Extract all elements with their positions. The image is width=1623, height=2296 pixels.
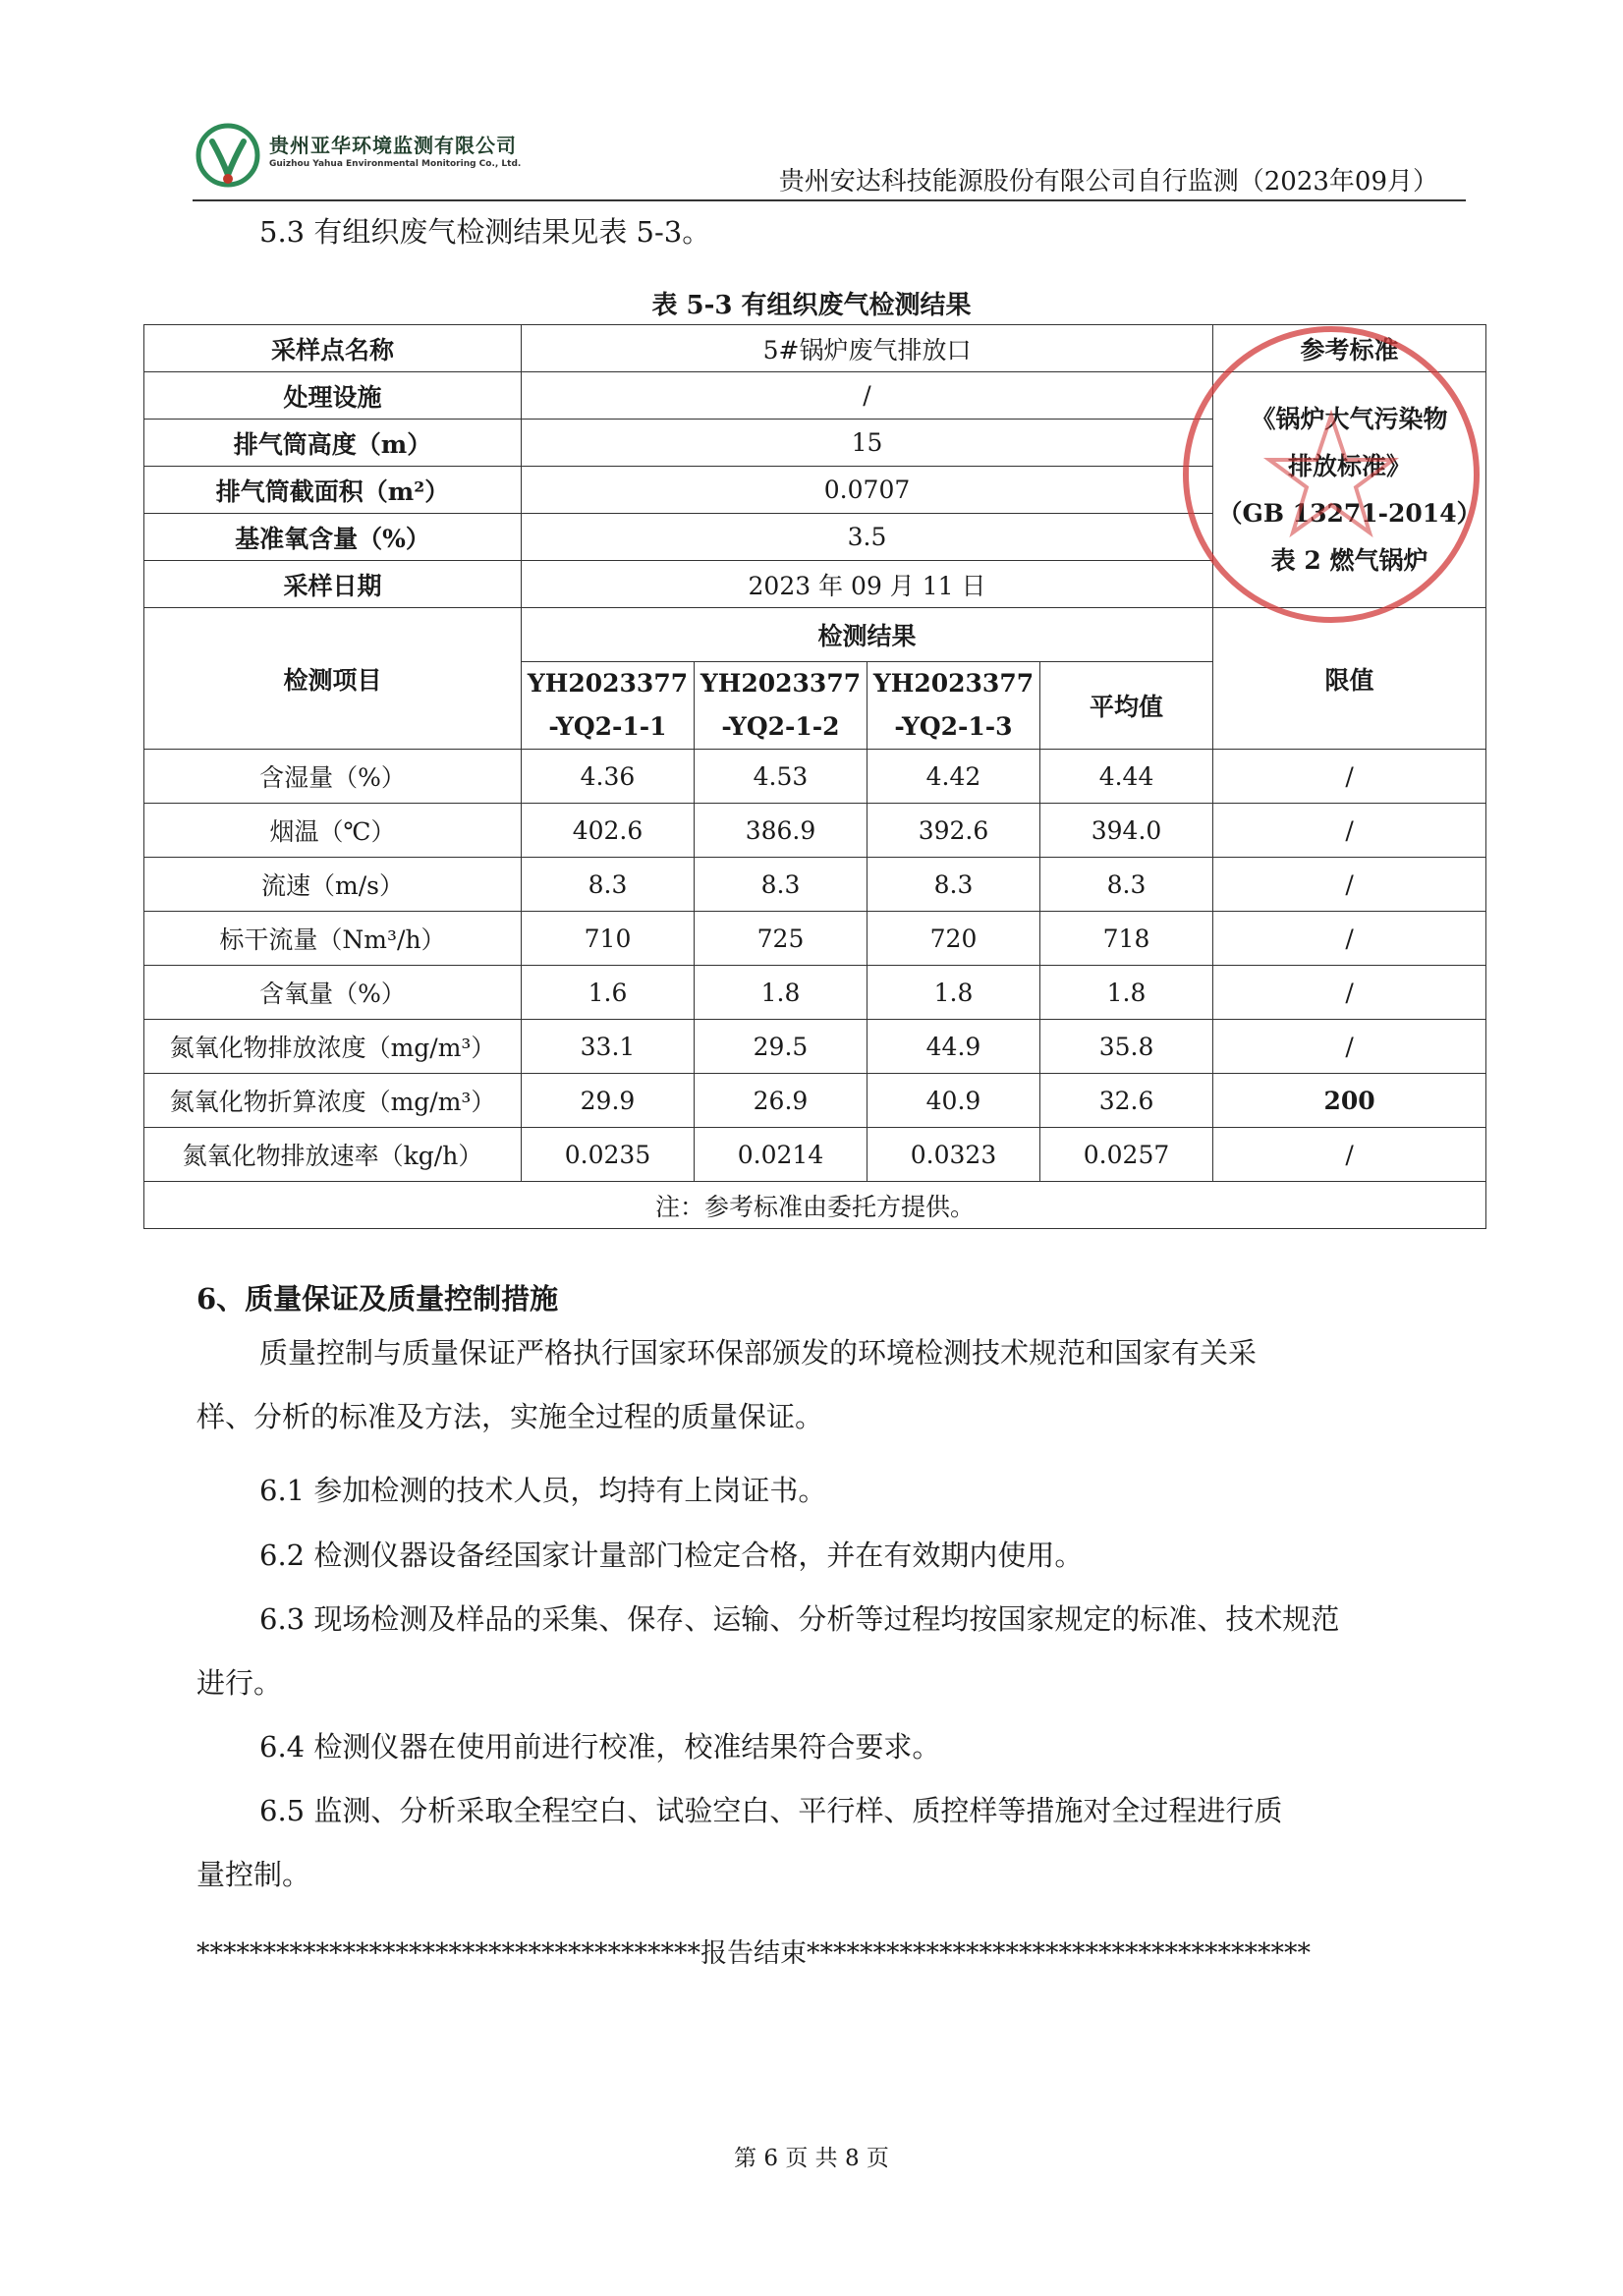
info-value: / <box>522 372 1213 420</box>
item-name: 烟温（℃） <box>144 804 522 858</box>
list-item: 6.1 参加检测的技术人员，均持有上岗证书。 <box>259 1474 827 1507</box>
sample-code: YH2023377 -YQ2-1-2 <box>695 662 867 750</box>
info-label: 基准氧含量（%） <box>144 514 522 561</box>
value-cell: 29.5 <box>695 1020 867 1074</box>
page-number: 第 6 页 共 8 页 <box>734 2146 889 2171</box>
average-cell: 4.44 <box>1040 750 1213 804</box>
item-name: 含湿量（%） <box>144 750 522 804</box>
info-row <box>144 372 1486 420</box>
info-value: 2023 年 09 月 11 日 <box>522 561 1213 608</box>
value-cell: 8.3 <box>867 858 1040 912</box>
limit-cell: / <box>1213 858 1486 912</box>
average-cell: 8.3 <box>1040 858 1213 912</box>
info-value: 5#锅炉废气排放口 <box>522 325 1213 372</box>
list-item: 6.2 检测仪器设备经国家计量部门检定合格，并在有效期内使用。 <box>259 1539 1084 1572</box>
logo-emblem-icon <box>193 120 263 191</box>
list-item: 6.5 监测、分析采取全程空白、试验空白、平行样、质控样等措施对全过程进行质 <box>259 1794 1283 1827</box>
limit-cell: / <box>1213 1020 1486 1074</box>
results-table <box>143 324 1486 1229</box>
company-name-en: Guizhou Yahua Environmental Monitoring Co., Ltd. <box>269 159 522 169</box>
reference-line: 表 2 燃气锅炉 <box>1270 545 1428 575</box>
average-cell: 0.0257 <box>1040 1128 1213 1182</box>
value-cell: 26.9 <box>695 1074 867 1128</box>
list-item: 6.3 现场检测及样品的采集、保存、运输、分析等过程均按国家规定的标准、技术规范 <box>259 1602 1340 1636</box>
info-value: 0.0707 <box>522 467 1213 514</box>
sample-code: YH2023377 -YQ2-1-3 <box>867 662 1040 750</box>
table-row <box>144 858 1486 912</box>
value-cell: 1.6 <box>522 966 695 1020</box>
reference-line: 排放标准》 <box>1288 451 1412 480</box>
average-cell: 718 <box>1040 912 1213 966</box>
header-divider <box>193 199 1466 201</box>
report-end-marker: **************************************报告结束************************************** <box>196 1938 1311 1969</box>
value-cell: 40.9 <box>867 1074 1040 1128</box>
reference-header: 参考标准 <box>1213 325 1486 372</box>
item-name: 氮氧化物折算浓度（mg/m³） <box>144 1074 522 1128</box>
info-label: 处理设施 <box>144 372 522 420</box>
intro-text: 5.3 有组织废气检测结果见表 5-3。 <box>259 215 711 249</box>
value-cell: 4.36 <box>522 750 695 804</box>
paragraph-line: 质量控制与质量保证严格执行国家环保部颁发的环境检测技术规范和国家有关采 <box>259 1336 1258 1370</box>
value-cell: 1.8 <box>867 966 1040 1020</box>
value-cell: 725 <box>695 912 867 966</box>
item-name: 流速（m/s） <box>144 858 522 912</box>
table-row <box>144 1128 1486 1182</box>
company-name-cn: 贵州亚华环境监测有限公司 <box>269 134 517 157</box>
value-cell: 44.9 <box>867 1020 1040 1074</box>
note-row <box>144 1182 1486 1229</box>
value-cell: 33.1 <box>522 1020 695 1074</box>
info-label: 排气筒截面积（m²） <box>144 467 522 514</box>
value-cell: 1.8 <box>695 966 867 1020</box>
limit-cell: / <box>1213 804 1486 858</box>
limit-header: 限值 <box>1213 608 1486 750</box>
paragraph-line: 量控制。 <box>196 1858 311 1891</box>
info-label: 排气筒高度（m） <box>144 420 522 467</box>
value-cell: 720 <box>867 912 1040 966</box>
item-header: 检测项目 <box>144 608 522 750</box>
item-name: 含氧量（%） <box>144 966 522 1020</box>
value-cell: 8.3 <box>522 858 695 912</box>
average-cell: 32.6 <box>1040 1074 1213 1128</box>
result-header-row <box>144 608 1486 662</box>
limit-cell: 200 <box>1213 1074 1486 1128</box>
reference-line: 《锅炉大气污染物 <box>1251 404 1448 433</box>
table-row <box>144 912 1486 966</box>
limit-cell: / <box>1213 966 1486 1020</box>
item-name: 氮氧化物排放浓度（mg/m³） <box>144 1020 522 1074</box>
average-cell: 394.0 <box>1040 804 1213 858</box>
table-row <box>144 1020 1486 1074</box>
info-label: 采样日期 <box>144 561 522 608</box>
value-cell: 0.0214 <box>695 1128 867 1182</box>
result-header: 检测结果 <box>522 608 1213 662</box>
sample-code: YH2023377 -YQ2-1-1 <box>522 662 695 750</box>
average-header: 平均值 <box>1040 662 1213 750</box>
table-row <box>144 966 1486 1020</box>
value-cell: 402.6 <box>522 804 695 858</box>
value-cell: 0.0323 <box>867 1128 1040 1182</box>
value-cell: 392.6 <box>867 804 1040 858</box>
table-caption: 表 5-3 有组织废气检测结果 <box>651 291 972 320</box>
item-name: 氮氧化物排放速率（kg/h） <box>144 1128 522 1182</box>
info-value: 15 <box>522 420 1213 467</box>
table-row <box>144 750 1486 804</box>
value-cell: 0.0235 <box>522 1128 695 1182</box>
info-label: 采样点名称 <box>144 325 522 372</box>
item-name: 标干流量（Nm³/h） <box>144 912 522 966</box>
average-cell: 1.8 <box>1040 966 1213 1020</box>
value-cell: 29.9 <box>522 1074 695 1128</box>
reference-standard <box>1213 372 1486 608</box>
value-cell: 4.53 <box>695 750 867 804</box>
list-item: 6.4 检测仪器在使用前进行校准，校准结果符合要求。 <box>259 1730 941 1764</box>
limit-cell: / <box>1213 1128 1486 1182</box>
report-title: 贵州安达科技能源股份有限公司自行监测（2023年09月） <box>778 167 1438 196</box>
section-heading: 6、质量保证及质量控制措施 <box>196 1282 559 1316</box>
paragraph-line: 进行。 <box>196 1666 283 1700</box>
reference-line: （GB 13271-2014） <box>1217 498 1482 528</box>
limit-cell: / <box>1213 750 1486 804</box>
info-row <box>144 325 1486 372</box>
table-note: 注：参考标准由委托方提供。 <box>144 1182 1486 1229</box>
average-cell: 35.8 <box>1040 1020 1213 1074</box>
paragraph-line: 样、分析的标准及方法，实施全过程的质量保证。 <box>196 1400 824 1433</box>
table-row <box>144 1074 1486 1128</box>
value-cell: 4.42 <box>867 750 1040 804</box>
info-value: 3.5 <box>522 514 1213 561</box>
value-cell: 386.9 <box>695 804 867 858</box>
value-cell: 710 <box>522 912 695 966</box>
value-cell: 8.3 <box>695 858 867 912</box>
limit-cell: / <box>1213 912 1486 966</box>
company-logo <box>193 116 546 204</box>
table-row <box>144 804 1486 858</box>
